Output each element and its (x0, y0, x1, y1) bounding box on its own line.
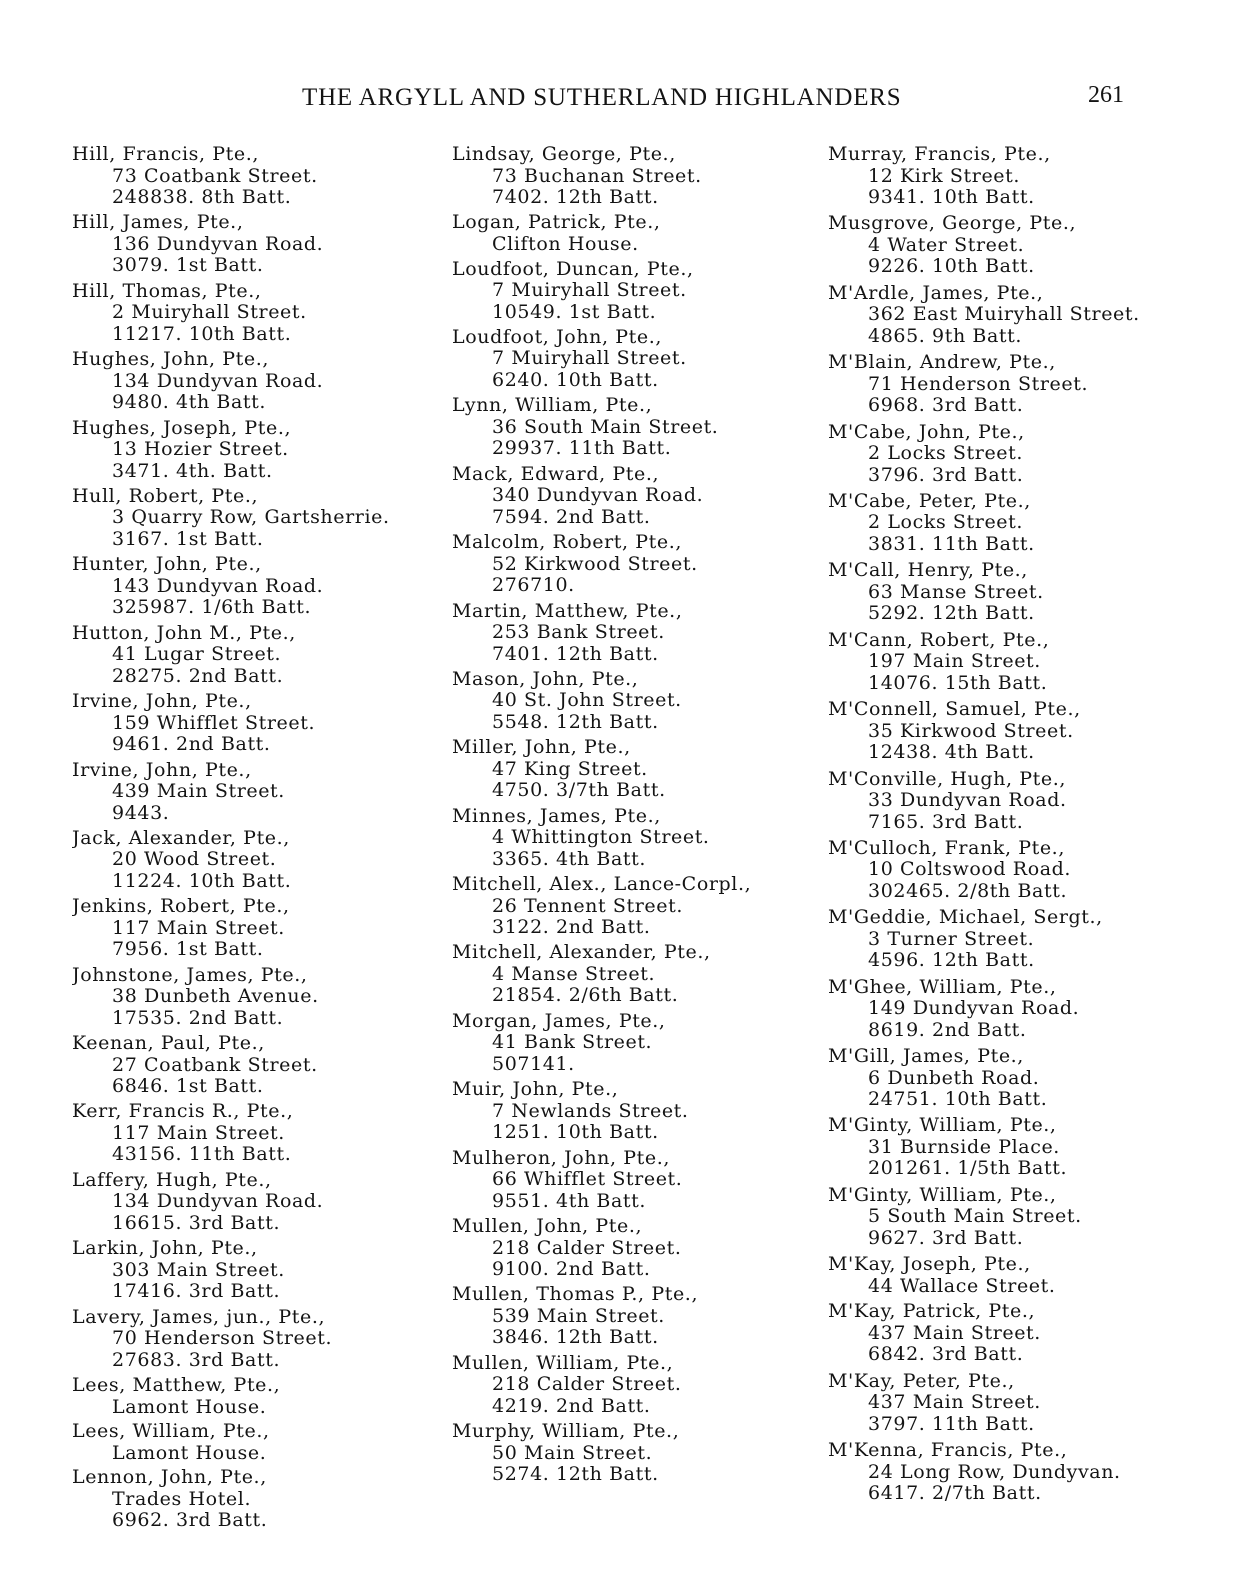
soldier-name: M'Culloch, Frank, Pte., (828, 837, 1065, 859)
soldier-name: Hill, Thomas, Pte., (72, 280, 262, 302)
roll-entry (452, 144, 812, 212)
soldier-name: Morgan, James, Pte., (452, 1010, 666, 1032)
soldier-name: Minnes, James, Pte., (452, 805, 661, 827)
soldier-name: Larkin, John, Pte., (72, 1238, 258, 1260)
roll-entry (452, 259, 812, 327)
soldier-name: Hughes, Joseph, Pte., (72, 417, 292, 439)
soldier-name: Jenkins, Robert, Pte., (72, 896, 290, 918)
service-number-battalion: 9627. 3rd Batt. (868, 1226, 1024, 1249)
roll-entry (452, 1011, 812, 1079)
roll-entry (72, 1101, 428, 1169)
roll-entry (72, 1238, 428, 1306)
service-number-battalion: 325987. 1/6th Batt. (112, 596, 312, 619)
soldier-address: 340 Dundyvan Road. (492, 484, 704, 507)
soldier-name: Irvine, John, Pte., (72, 759, 252, 781)
soldier-name: Lees, Matthew, Pte., (72, 1375, 281, 1397)
soldier-address: 20 Wood Street. (112, 848, 277, 871)
service-number-battalion: 29937. 11th Batt. (492, 437, 672, 460)
roll-entry (72, 1033, 428, 1101)
roll-entry (452, 669, 812, 737)
soldier-address: Trades Hotel. (112, 1487, 252, 1510)
service-number-battalion: 5274. 12th Batt. (492, 1463, 659, 1486)
soldier-address: 33 Dundyvan Road. (868, 789, 1067, 812)
service-number-battalion: 7956. 1st Batt. (112, 938, 264, 961)
service-number-battalion: 6240. 10th Batt. (492, 368, 659, 391)
soldier-address: 47 King Street. (492, 757, 648, 780)
soldier-name: Mulheron, John, Pte., (452, 1147, 671, 1169)
soldier-name: M'Gill, James, Pte., (828, 1046, 1024, 1068)
roll-entry (72, 623, 428, 691)
soldier-address: 218 Calder Street. (492, 1236, 682, 1259)
soldier-address: 4 Whittington Street. (492, 826, 710, 849)
soldier-address: 24 Long Row, Dundyvan. (868, 1460, 1121, 1483)
page-header (0, 84, 1240, 124)
roll-entry (452, 532, 812, 600)
soldier-name: M'Call, Henry, Pte., (828, 560, 1028, 582)
soldier-address: 437 Main Street. (868, 1391, 1041, 1414)
service-number-battalion: 16615. 3rd Batt. (112, 1211, 281, 1234)
roll-entry (828, 1185, 1208, 1254)
soldier-address: 253 Bank Street. (492, 621, 665, 644)
soldier-name: Hill, James, Pte., (72, 212, 244, 234)
roll-entry (452, 395, 812, 463)
roll-entry (452, 212, 812, 258)
soldier-name: M'Kenna, Francis, Pte., (828, 1440, 1068, 1462)
soldier-address: 71 Henderson Street. (868, 372, 1089, 395)
service-number-battalion: 3846. 12th Batt. (492, 1326, 659, 1349)
soldier-name: Laffery, Hugh, Pte., (72, 1169, 272, 1191)
soldier-name: Hunter, John, Pte., (72, 554, 262, 576)
soldier-name: Keenan, Paul, Pte., (72, 1033, 265, 1055)
soldier-address: 134 Dundyvan Road. (112, 369, 324, 392)
soldier-address: Clifton House. (492, 232, 639, 255)
service-number-battalion: 3365. 4th Batt. (492, 847, 647, 870)
soldier-name: Lavery, James, jun., Pte., (72, 1306, 326, 1328)
roll-column-3 (828, 144, 1208, 1509)
roll-entry (452, 464, 812, 532)
soldier-name: Logan, Patrick, Pte., (452, 212, 661, 234)
soldier-name: Mullen, Thomas P., Pte., (452, 1284, 699, 1306)
soldier-address: 26 Tennent Street. (492, 894, 683, 917)
soldier-address: 362 East Muiryhall Street. (868, 303, 1140, 326)
service-number-battalion: 6842. 3rd Batt. (868, 1343, 1024, 1366)
roll-entry (72, 1421, 428, 1467)
soldier-address: 36 South Main Street. (492, 415, 719, 438)
service-number-battalion: 11224. 10th Batt. (112, 869, 292, 892)
service-number-battalion: 3471. 4th. Batt. (112, 459, 273, 482)
soldier-name: M'Blain, Andrew, Pte., (828, 352, 1056, 374)
roll-entry (828, 283, 1208, 352)
soldier-address: 218 Calder Street. (492, 1373, 682, 1396)
service-number-battalion: 3167. 1st Batt. (112, 527, 264, 550)
soldier-name: Mullen, William, Pte., (452, 1352, 674, 1374)
service-number-battalion: 507141. (492, 1052, 575, 1075)
service-number-battalion: 3831. 11th Batt. (868, 532, 1035, 555)
soldier-address: 159 Whifflet Street. (112, 711, 316, 734)
service-number-battalion: 21854. 2/6th Batt. (492, 984, 679, 1007)
soldier-address: 303 Main Street. (112, 1258, 285, 1281)
roll-entry (828, 769, 1208, 838)
roll-entry (452, 1079, 812, 1147)
roll-entry (452, 601, 812, 669)
roll-entry (452, 737, 812, 805)
soldier-address: 7 Newlands Street. (492, 1099, 689, 1122)
service-number-battalion: 12438. 4th Batt. (868, 741, 1035, 764)
page-number: 261 (1088, 82, 1124, 108)
soldier-name: Mason, John, Pte., (452, 668, 639, 690)
roll-entry (72, 828, 428, 896)
soldier-name: Hull, Robert, Pte., (72, 485, 259, 507)
service-number-battalion: 4865. 9th Batt. (868, 324, 1023, 347)
soldier-address: 66 Whifflet Street. (492, 1168, 683, 1191)
service-number-battalion: 276710. (492, 574, 575, 597)
soldier-address: 3 Turner Street. (868, 927, 1035, 950)
roll-entry (828, 630, 1208, 699)
roll-entry (72, 1307, 428, 1375)
soldier-name: M'Cabe, Peter, Pte., (828, 490, 1031, 512)
service-number-battalion: 9226. 10th Batt. (868, 255, 1035, 278)
soldier-name: Martin, Matthew, Pte., (452, 600, 683, 622)
roll-entry (452, 1353, 812, 1421)
service-number-battalion: 6846. 1st Batt. (112, 1075, 264, 1098)
service-number-battalion: 3122. 2nd Batt. (492, 916, 651, 939)
soldier-name: Murray, Francis, Pte., (828, 144, 1051, 165)
soldier-address: 2 Muiryhall Street. (112, 301, 307, 324)
soldier-address: 143 Dundyvan Road. (112, 574, 324, 597)
soldier-address: 7 Muiryhall Street. (492, 347, 687, 370)
soldier-address: 134 Dundyvan Road. (112, 1190, 324, 1213)
soldier-name: Mack, Edward, Pte., (452, 463, 660, 485)
roll-entry (828, 213, 1208, 282)
service-number-battalion: 10549. 1st Batt. (492, 300, 657, 323)
roll-entry (72, 554, 428, 622)
service-number-battalion: 24751. 10th Batt. (868, 1088, 1048, 1111)
soldier-address: 13 Hozier Street. (112, 438, 289, 461)
roll-entry (72, 144, 428, 212)
soldier-name: M'Cabe, John, Pte., (828, 421, 1025, 443)
soldier-address: 197 Main Street. (868, 650, 1041, 673)
soldier-name: Murphy, William, Pte., (452, 1421, 680, 1443)
roll-entry (452, 1148, 812, 1216)
soldier-name: Lynn, William, Pte., (452, 395, 653, 417)
roll-entry (72, 212, 428, 280)
soldier-name: Loudfoot, John, Pte., (452, 326, 663, 348)
roll-entry (828, 491, 1208, 560)
service-number-battalion: 9551. 4th Batt. (492, 1189, 647, 1212)
roll-entry (72, 691, 428, 759)
service-number-battalion: 1251. 10th Batt. (492, 1121, 659, 1144)
roll-entry (828, 907, 1208, 976)
soldier-address: 41 Lugar Street. (112, 643, 282, 666)
roll-entry (828, 144, 1208, 213)
soldier-name: Kerr, Francis R., Pte., (72, 1101, 294, 1123)
roll-entry (828, 1115, 1208, 1184)
soldier-name: Mitchell, Alexander, Pte., (452, 942, 711, 964)
roll-entry (72, 1375, 428, 1421)
soldier-address: 136 Dundyvan Road. (112, 232, 324, 255)
soldier-name: Mitchell, Alex., Lance-Corpl., (452, 874, 752, 896)
roll-entry (828, 1046, 1208, 1115)
service-number-battalion: 6417. 2/7th Batt. (868, 1482, 1042, 1505)
service-number-battalion: 7401. 12th Batt. (492, 642, 659, 665)
service-number-battalion: 9443. (112, 801, 170, 824)
roll-entry (72, 486, 428, 554)
service-number-battalion: 11217. 10th Batt. (112, 322, 292, 345)
soldier-address: 4 Water Street. (868, 233, 1025, 256)
roll-entry (828, 560, 1208, 629)
soldier-address: 2 Locks Street. (868, 442, 1024, 465)
soldier-name: Hutton, John M., Pte., (72, 622, 296, 644)
soldier-name: Lees, William, Pte., (72, 1421, 270, 1443)
service-number-battalion: 5292. 12th Batt. (868, 602, 1035, 625)
soldier-address: 439 Main Street. (112, 780, 285, 803)
service-number-battalion: 9480. 4th Batt. (112, 391, 267, 414)
soldier-name: Miller, John, Pte., (452, 737, 631, 759)
soldier-address: 63 Manse Street. (868, 580, 1044, 603)
roll-entry (72, 1170, 428, 1238)
roll-entry (828, 699, 1208, 768)
soldier-name: Hughes, John, Pte., (72, 349, 270, 371)
service-number-battalion: 4750. 3/7th Batt. (492, 779, 666, 802)
service-number-battalion: 302465. 2/8th Batt. (868, 879, 1068, 902)
service-number-battalion: 201261. 1/5th Batt. (868, 1157, 1068, 1180)
soldier-name: Mullen, John, Pte., (452, 1216, 643, 1238)
soldier-name: M'Cann, Robert, Pte., (828, 629, 1050, 651)
roll-entry (452, 874, 812, 942)
roll-entry (452, 1284, 812, 1352)
soldier-address: 12 Kirk Street. (868, 164, 1021, 187)
soldier-address: 70 Henderson Street. (112, 1327, 333, 1350)
soldier-name: Malcolm, Robert, Pte., (452, 532, 683, 554)
soldier-name: Hill, Francis, Pte., (72, 144, 259, 165)
service-number-battalion: 248838. 8th Batt. (112, 186, 292, 208)
soldier-address: 2 Locks Street. (868, 511, 1024, 534)
roll-entry (452, 1216, 812, 1284)
roll-entry (828, 352, 1208, 421)
service-number-battalion: 8619. 2nd Batt. (868, 1018, 1027, 1041)
soldier-address: 117 Main Street. (112, 916, 285, 939)
soldier-name: Lindsay, George, Pte., (452, 144, 676, 165)
soldier-address: 117 Main Street. (112, 1121, 285, 1144)
roll-column-1 (72, 144, 428, 1536)
soldier-name: M'Geddie, Michael, Sergt., (828, 907, 1103, 929)
soldier-address: 10 Coltswood Road. (868, 858, 1072, 881)
roll-entry (828, 838, 1208, 907)
soldier-address: 35 Kirkwood Street. (868, 719, 1074, 742)
soldier-address: 149 Dundyvan Road. (868, 997, 1080, 1020)
roll-entry (452, 806, 812, 874)
roll-entry (828, 1301, 1208, 1370)
service-number-battalion: 43156. 11th Batt. (112, 1143, 292, 1166)
soldier-address: 3 Quarry Row, Gartsherrie. (112, 506, 390, 529)
soldier-address: 41 Bank Street. (492, 1031, 653, 1054)
service-number-battalion: 6962. 3rd Batt. (112, 1509, 268, 1532)
roll-entry (828, 1440, 1208, 1509)
soldier-address: 6 Dunbeth Road. (868, 1066, 1040, 1089)
roll-entry (828, 422, 1208, 491)
roll-entry (452, 327, 812, 395)
roll-entry (828, 1254, 1208, 1301)
service-number-battalion: 4219. 2nd Batt. (492, 1394, 651, 1417)
soldier-address: 539 Main Street. (492, 1304, 665, 1327)
soldier-name: Loudfoot, Duncan, Pte., (452, 258, 694, 280)
service-number-battalion: 28275. 2nd Batt. (112, 664, 284, 687)
roll-entry (72, 896, 428, 964)
soldier-name: M'Kay, Peter, Pte., (828, 1370, 1015, 1392)
roll-entry (72, 1467, 428, 1535)
roll-entry (828, 977, 1208, 1046)
service-number-battalion: 6968. 3rd Batt. (868, 394, 1024, 417)
service-number-battalion: 9461. 2nd Batt. (112, 733, 271, 756)
soldier-address: 4 Manse Street. (492, 962, 656, 985)
soldier-name: M'Ardle, James, Pte., (828, 282, 1044, 304)
roll-entry (72, 349, 428, 417)
service-number-battalion: 27683. 3rd Batt. (112, 1348, 281, 1371)
soldier-name: M'Ginty, William, Pte., (828, 1115, 1057, 1137)
soldier-address: 73 Coatbank Street. (112, 164, 318, 187)
service-number-battalion: 9341. 10th Batt. (868, 186, 1035, 208)
soldier-name: M'Connell, Samuel, Pte., (828, 699, 1081, 721)
soldier-name: Musgrove, George, Pte., (828, 213, 1077, 235)
roll-entry (72, 418, 428, 486)
service-number-battalion: 14076. 15th Batt. (868, 671, 1048, 694)
roll-entry (828, 1371, 1208, 1440)
roll-column-2 (452, 144, 812, 1490)
soldier-name: Jack, Alexander, Pte., (72, 827, 290, 849)
soldier-name: M'Ginty, William, Pte., (828, 1184, 1057, 1206)
soldier-address: 7 Muiryhall Street. (492, 279, 687, 302)
soldier-name: M'Kay, Patrick, Pte., (828, 1301, 1036, 1323)
soldier-address: 38 Dunbeth Avenue. (112, 985, 319, 1008)
service-number-battalion: 9100. 2nd Batt. (492, 1258, 651, 1281)
soldier-address: 5 South Main Street. (868, 1205, 1082, 1228)
roll-entry (452, 1421, 812, 1489)
soldier-address: 50 Main Street. (492, 1441, 653, 1464)
service-number-battalion: 4596. 12th Batt. (868, 949, 1035, 972)
page-title: THE ARGYLL AND SUTHERLAND HIGHLANDERS (302, 84, 902, 111)
service-number-battalion: 17416. 3rd Batt. (112, 1280, 281, 1303)
soldier-address: Lamont House. (112, 1395, 267, 1418)
service-number-battalion: 3797. 11th Batt. (868, 1412, 1035, 1435)
roll-entry (72, 281, 428, 349)
soldier-address: Lamont House. (112, 1441, 267, 1464)
soldier-address: 73 Buchanan Street. (492, 164, 702, 187)
service-number-battalion: 3079. 1st Batt. (112, 254, 264, 277)
soldier-address: 44 Wallace Street. (868, 1274, 1056, 1297)
soldier-address: 52 Kirkwood Street. (492, 552, 698, 575)
service-number-battalion: 7594. 2nd Batt. (492, 505, 651, 528)
soldier-name: M'Conville, Hugh, Pte., (828, 768, 1067, 790)
soldier-address: 437 Main Street. (868, 1321, 1041, 1344)
service-number-battalion: 17535. 2nd Batt. (112, 1006, 284, 1029)
soldier-name: M'Kay, Joseph, Pte., (828, 1254, 1031, 1276)
service-number-battalion: 7402. 12th Batt. (492, 186, 659, 208)
service-number-battalion: 7165. 3rd Batt. (868, 810, 1024, 833)
soldier-address: 31 Burnside Place. (868, 1135, 1060, 1158)
service-number-battalion: 3796. 3rd Batt. (868, 463, 1024, 486)
roll-entry (72, 760, 428, 828)
soldier-address: 27 Coatbank Street. (112, 1053, 318, 1076)
soldier-name: Lennon, John, Pte., (72, 1467, 267, 1489)
soldier-name: M'Ghee, William, Pte., (828, 976, 1057, 998)
service-number-battalion: 5548. 12th Batt. (492, 710, 659, 733)
soldier-name: Irvine, John, Pte., (72, 691, 252, 713)
roll-entry (452, 942, 812, 1010)
soldier-name: Johnstone, James, Pte., (72, 964, 308, 986)
soldier-address: 40 St. John Street. (492, 689, 682, 712)
roll-entry (72, 965, 428, 1033)
soldier-name: Muir, John, Pte., (452, 1079, 619, 1101)
